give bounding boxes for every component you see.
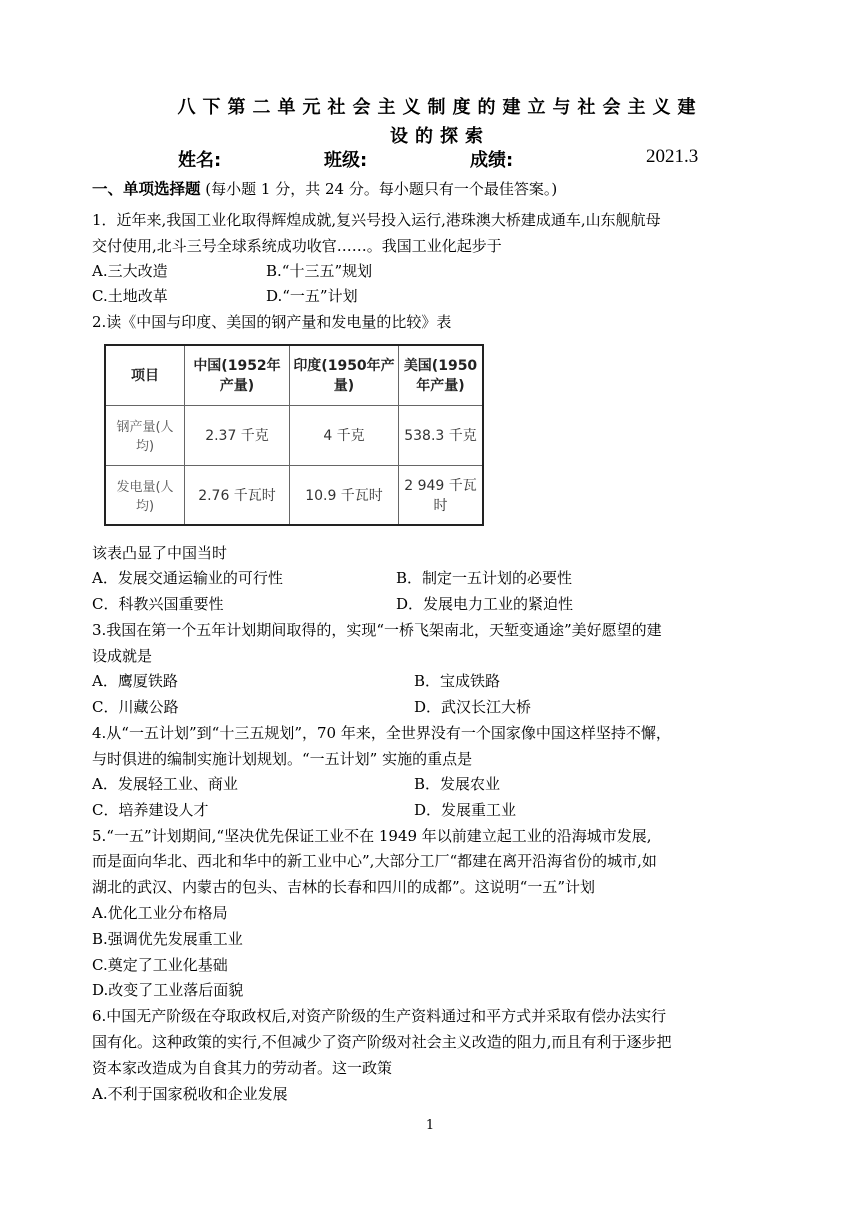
q3-stem-line1: 3.我国在第一个五年计划期间取得的，实现“一桥飞架南北，天堑变通途”美好愿望的建 bbox=[92, 621, 662, 639]
q4-stem-line2: 与时俱进的编制实施计划规划。“一五计划” 实施的重点是 bbox=[92, 750, 473, 768]
q3-stem-line2: 设成就是 bbox=[92, 647, 153, 665]
score-label: 成绩: bbox=[470, 150, 514, 171]
q1-stem-line1: 1．近年来,我国工业化取得辉煌成就,复兴号投入运行,港珠澳大桥建成通车,山东舰航母 bbox=[92, 211, 661, 229]
q5-stem-line2: 而是面向华北、西北和华中的新工业中心”,大部分工厂“都建在离开沿海省份的城市,如 bbox=[92, 852, 657, 870]
section-heading: 一、单项选择题 bbox=[92, 180, 201, 198]
exam-date: 2021.3 bbox=[646, 146, 699, 167]
q1-stem-line2: 交付使用,北斗三号全球系统成功收官……。我国工业化起步于 bbox=[92, 237, 502, 255]
table-cell: 538.3 千克 bbox=[399, 405, 484, 465]
section-note: (每小题 1 分，共 24 分。每小题只有一个最佳答案。) bbox=[205, 180, 558, 198]
q1-option-d: D.“一五”计划 bbox=[266, 287, 358, 305]
table-cell: 10.9 千瓦时 bbox=[290, 465, 399, 525]
exam-title-line1: 八下第二单元社会主义制度的建立与社会主义建 bbox=[177, 97, 703, 118]
q4-option-c: C．培养建设人才 bbox=[92, 801, 209, 819]
table-cell: 4 千克 bbox=[290, 405, 399, 465]
q2-option-d: D．发展电力工业的紧迫性 bbox=[396, 595, 574, 613]
q3-option-d: D．武汉长江大桥 bbox=[414, 698, 532, 716]
q3-option-c: C．川藏公路 bbox=[92, 698, 179, 716]
q2-stem: 2.读《中国与印度、美国的钢产量和发电量的比较》表 bbox=[92, 313, 452, 331]
q1-option-a: A.三大改造 bbox=[92, 262, 168, 280]
table-cell: 2 949 千瓦时 bbox=[399, 465, 484, 525]
class-label: 班级: bbox=[324, 150, 368, 171]
q3-option-a: A．鹰厦铁路 bbox=[92, 672, 178, 690]
table-header-row bbox=[105, 345, 483, 405]
q5-option-b: B.强调优先发展重工业 bbox=[92, 930, 243, 948]
q1-option-c: C.土地改革 bbox=[92, 287, 168, 305]
q4-option-d: D．发展重工业 bbox=[414, 801, 517, 819]
q5-stem-line3: 湖北的武汉、内蒙古的包头、吉林的长春和四川的成都”。这说明“一五”计划 bbox=[92, 878, 596, 896]
q2-after-text: 该表凸显了中国当时 bbox=[92, 544, 228, 562]
name-label: 姓名: bbox=[178, 150, 222, 171]
table-row bbox=[105, 465, 483, 525]
q4-option-a: A．发展轻工业、商业 bbox=[92, 775, 238, 793]
page-number: 1 bbox=[425, 1118, 435, 1133]
q4-option-b: B．发展农业 bbox=[414, 775, 501, 793]
q2-option-b: B．制定一五计划的必要性 bbox=[396, 569, 573, 587]
q5-option-d: D.改变了工业落后面貌 bbox=[92, 981, 244, 999]
table-cell: 2.37 千克 bbox=[185, 405, 290, 465]
q2-option-c: C．科教兴国重要性 bbox=[92, 595, 224, 613]
table-cell: 2.76 千瓦时 bbox=[185, 465, 290, 525]
q5-option-a: A.优化工业分布格局 bbox=[92, 904, 228, 922]
q4-stem-line1: 4.从“一五计划”到“十三五规划”，70 年来，全世界没有一个国家像中国这样坚持不懈， bbox=[92, 724, 671, 742]
q5-stem-line1: 5.“一五”计划期间,“坚决优先保证工业不在 1949 年以前建立起工业的沿海城市发展, bbox=[92, 827, 652, 845]
table-row bbox=[105, 405, 483, 465]
q6-stem-line1: 6.中国无产阶级在夺取政权后,对资产阶级的生产资料通过和平方式并采取有偿办法实行 bbox=[92, 1007, 667, 1025]
section-heading-line bbox=[92, 179, 557, 199]
exam-title-line2: 设的探索 bbox=[390, 126, 490, 147]
table-row-label: 钢产量(人均) bbox=[105, 405, 185, 465]
q6-stem-line2: 国有化。这种政策的实行,不但减少了资产阶级对社会主义改造的阻力,而且有利于逐步把 bbox=[92, 1033, 672, 1051]
q1-option-b: B.“十三五”规划 bbox=[266, 262, 373, 280]
table-row-label: 发电量(人均) bbox=[105, 465, 185, 525]
table-header-cell: 美国(1950年产量) bbox=[399, 345, 484, 405]
table-header-cell: 项目 bbox=[105, 345, 185, 405]
q3-option-b: B．宝成铁路 bbox=[414, 672, 501, 690]
comparison-table bbox=[104, 344, 484, 526]
table-header-cell: 印度(1950年产量) bbox=[290, 345, 399, 405]
table-header-cell: 中国(1952年产量) bbox=[185, 345, 290, 405]
q6-stem-line3: 资本家改造成为自食其力的劳动者。这一政策 bbox=[92, 1059, 393, 1077]
q6-option-a: A.不利于国家税收和企业发展 bbox=[92, 1085, 288, 1103]
q2-option-a: A．发展交通运输业的可行性 bbox=[92, 569, 283, 587]
q5-option-c: C.奠定了工业化基础 bbox=[92, 956, 228, 974]
